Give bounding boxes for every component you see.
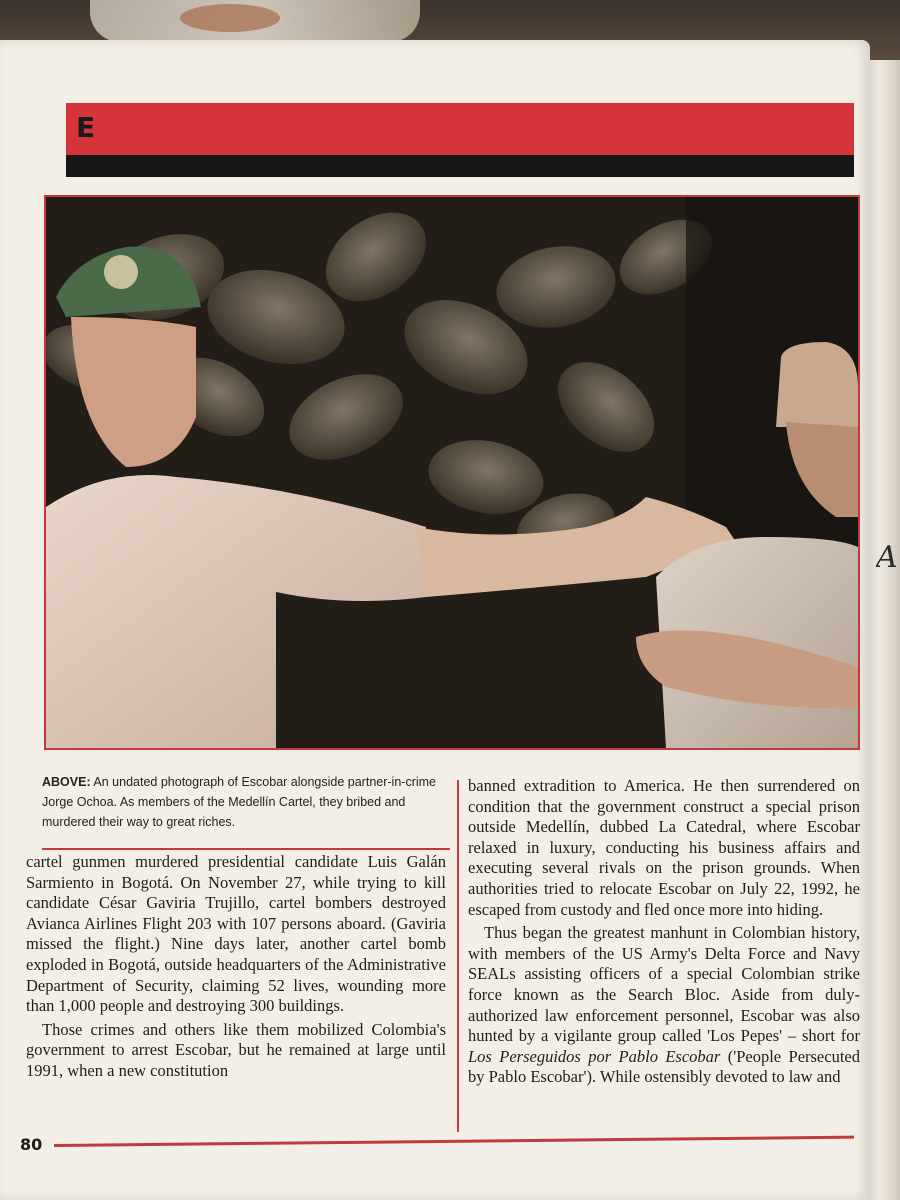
paragraph <box>468 923 860 1088</box>
paragraph: Those crimes and others like them mobilized Colombia's government to arrest Escobar, but he remained at large until 1991, when a new constitution <box>26 1019 446 1080</box>
paragraph: banned extradition to America. He then surrendered on condition that the government construct a special prison outside Medellín, dubbed La Catedral, where Escobar relaxed in luxury, conducting his business affairs and executing several rivals on the prison grounds. When authorities tried to relocate Escobar on July 22, 1992, he escaped from custody and fled once more into hiding. <box>468 776 860 919</box>
body-column-left <box>26 852 446 1082</box>
paragraph-text: Thus began the greatest manhunt in Colombian history, with members of the US Army's Delta Force and Navy SEALs assisting officers of a special Colombian strike force known as the Search Bloc. Aside from duly-authorized law enforcement personnel, Escobar was also hunted by a vigilante group called 'Los Pepes' – short for <box>468 923 860 1046</box>
section-header-band <box>66 103 854 155</box>
column-divider <box>457 780 459 1132</box>
body-column-right <box>468 776 860 1088</box>
footer-rule <box>54 1136 854 1147</box>
paragraph-text: ('People Persecuted by Pablo Escobar'). While ostensibly devoted to law and <box>468 1046 860 1087</box>
photo-illustration <box>46 197 858 748</box>
italic-title: Los Perseguidos por Pablo Escobar <box>468 1046 721 1066</box>
facing-page-handwriting: A <box>876 540 898 575</box>
header-black-bar <box>66 155 854 177</box>
desk-object-round <box>180 4 280 32</box>
caption-text: An undated photograph of Escobar alongside partner-in-crime Jorge Ochoa. As members of the Medellín Cartel, they bribed and murdered their way to great riches. <box>42 775 436 829</box>
photograph <box>44 195 860 750</box>
page-number: 80 <box>20 1135 43 1154</box>
paragraph: cartel gunmen murdered presidential candidate Luis Galán Sarmiento in Bogotá. On November 27, while trying to kill candidate César Gaviria Trujillo, cartel bombers destroyed Avianca Airlines Flight 203 with 107 persons aboard. (Gaviria missed the flight.) Nine days later, another cartel bomb exploded in Bogotá, outside headquarters of the Administrative Department of Security, claiming 52 lives, wounding more than 1,000 people and destroying 300 buildings. <box>26 852 446 1016</box>
caption-rule <box>42 848 450 850</box>
book-page <box>0 40 870 1200</box>
caption-label: ABOVE: <box>42 775 91 789</box>
section-letter: E <box>76 111 96 144</box>
photo-caption <box>42 772 450 832</box>
